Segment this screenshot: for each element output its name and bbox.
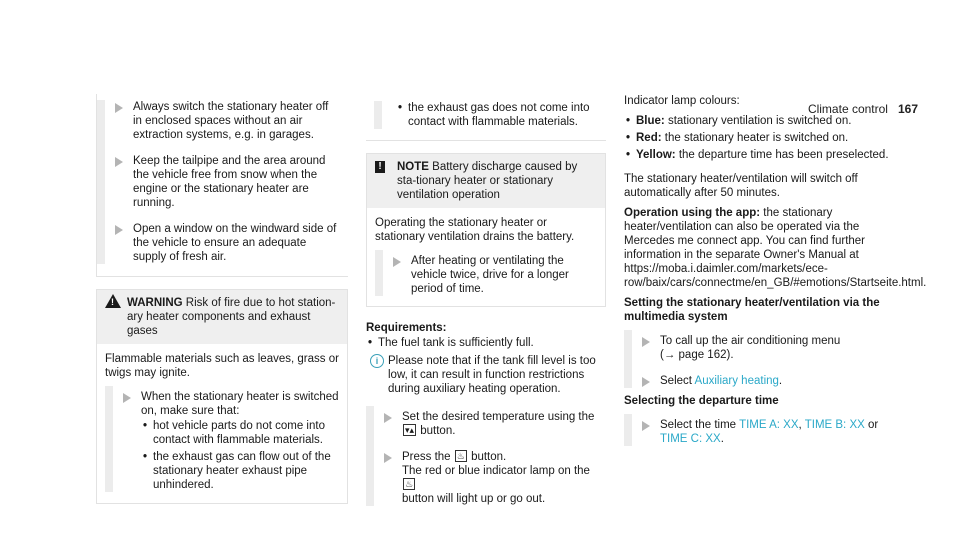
continued-bullet-box [366,94,606,141]
departure-heading: Selecting the departure time [624,395,779,407]
note-title: Battery discharge caused by sta-tionary heater or stationary ventilation operation [397,161,578,201]
note-exclamation-icon: ! [375,161,385,173]
app-paragraph: Operation using the app: the stationary heater/ventilation can also be operated via the Mercedes me connect app. You can find further information in the separate Owner's Manual at https://moba.i.daimler.com/markets/ece-row/baix/cars/connectme/en_GB/#emotions/Startseite.html. [624,207,927,289]
bullet-item: • hot vehicle parts do not come into contact with flammable materials. [143,420,325,446]
page-reference[interactable]: (→ page 162). [660,349,734,361]
step-item: Keep the tailpipe and the area around the vehicle free from snow when the engine or the stationary heater are running. [105,154,340,210]
note-box [366,153,606,307]
section-title: Climate control [807,102,888,116]
step-arrow-icon [642,421,650,431]
step-item: Select Auxiliary heating. [632,374,906,388]
time-b-item[interactable]: TIME B: XX [804,419,865,431]
warning-body: Flammable materials such as leaves, grass or twigs may ignite. When the stationary heater is switched on, make sure that: • hot vehicle parts do not come into contact with flammable materials. • the exhaust gas can flow out of the stationary heater exhaust pipe unhindered. [105,353,339,491]
note-body: Operating the stationary heater or stationary ventilation drains the battery. After heating or ventilating the vehicle twice, drive for a longer period of time. [367,208,605,306]
step-arrow-icon [384,413,392,423]
column-1 [96,94,348,504]
heater-button-icon: ♨ [456,451,465,461]
auto-off-text: The stationary heater/ventilation will switch off automatically after 50 minutes. [624,173,858,199]
step-arrow-icon [123,393,131,403]
bullet-item: • the exhaust gas can flow out of the stationary heater exhaust pipe unhindered. [143,451,331,491]
info-note: i Please note that if the tank fill level is too low, it can result in function restrictions during auxiliary heating operation. [366,354,606,396]
step-arrow-icon [384,453,392,463]
auxiliary-heating-menu-item[interactable]: Auxiliary heating [694,375,779,387]
warning-title: Risk of fire due to hot station-ary heater components and exhaust gases [127,297,336,337]
bullet-item: • The fuel tank is sufficiently full. [368,337,534,349]
warning-triangle-icon: ! [105,294,121,308]
requirements-heading: Requirements: [366,322,447,334]
step-item: Open a window on the windward side of the vehicle to ensure an adequate supply of fresh air. [105,222,340,264]
bullet-item: • Red: the stationary heater is switched on. [626,132,849,144]
step-item: Press the ♨ button. The red or blue indicator lamp on the ♨ button will light up or go out. [374,450,606,506]
temperature-button-icon: ▾▴ [405,425,415,435]
step-arrow-icon [115,225,123,235]
page-number: 167 [897,102,918,116]
time-c-item[interactable]: TIME C: XX [660,433,721,445]
bullet-item: • Yellow: the departure time has been preselected. [626,149,889,161]
bullet-item: • the exhaust gas does not come into contact with flammable materials. [398,102,590,128]
column-2 [366,94,606,506]
step-item: After heating or ventilating the vehicle twice, drive for a longer period of time. [383,254,597,296]
step-item: To call up the air conditioning menu (→ page 162). [632,334,906,362]
info-icon: i [370,354,384,368]
warning-box [96,289,348,504]
setting-heading: Setting the stationary heater/ventilation via the multimedia system [624,297,880,323]
warning-label: WARNING [127,297,183,309]
step-item: Always switch the stationary heater off in enclosed spaces without an air extraction systems, e.g. in garages. [105,100,340,142]
note-header [367,154,605,208]
step-arrow-icon [642,337,650,347]
step-arrow-icon [115,103,123,113]
step-arrow-icon [115,157,123,167]
continued-warning-steps [96,94,348,277]
bullet-item: • Blue: stationary ventilation is switched on. [626,115,852,127]
step-item: Select the time TIME A: XX, TIME B: XX or TIME C: XX. [632,418,906,446]
warning-header [97,290,347,344]
time-a-item[interactable]: TIME A: XX [739,419,799,431]
step-item: Set the desired temperature using the ▾▴ button. [374,410,606,438]
note-label: NOTE [397,161,429,173]
heater-button-icon: ♨ [405,479,414,489]
step-arrow-icon [393,257,401,267]
step-item: When the stationary heater is switched on, make sure that: • hot vehicle parts do not come into contact with flammable materials. • the exhaust gas can flow out of the stationary heater exhaust pipe unhindered. [113,390,339,492]
step-arrow-icon [642,377,650,387]
lamp-colours-title: Indicator lamp colours: [624,95,740,107]
